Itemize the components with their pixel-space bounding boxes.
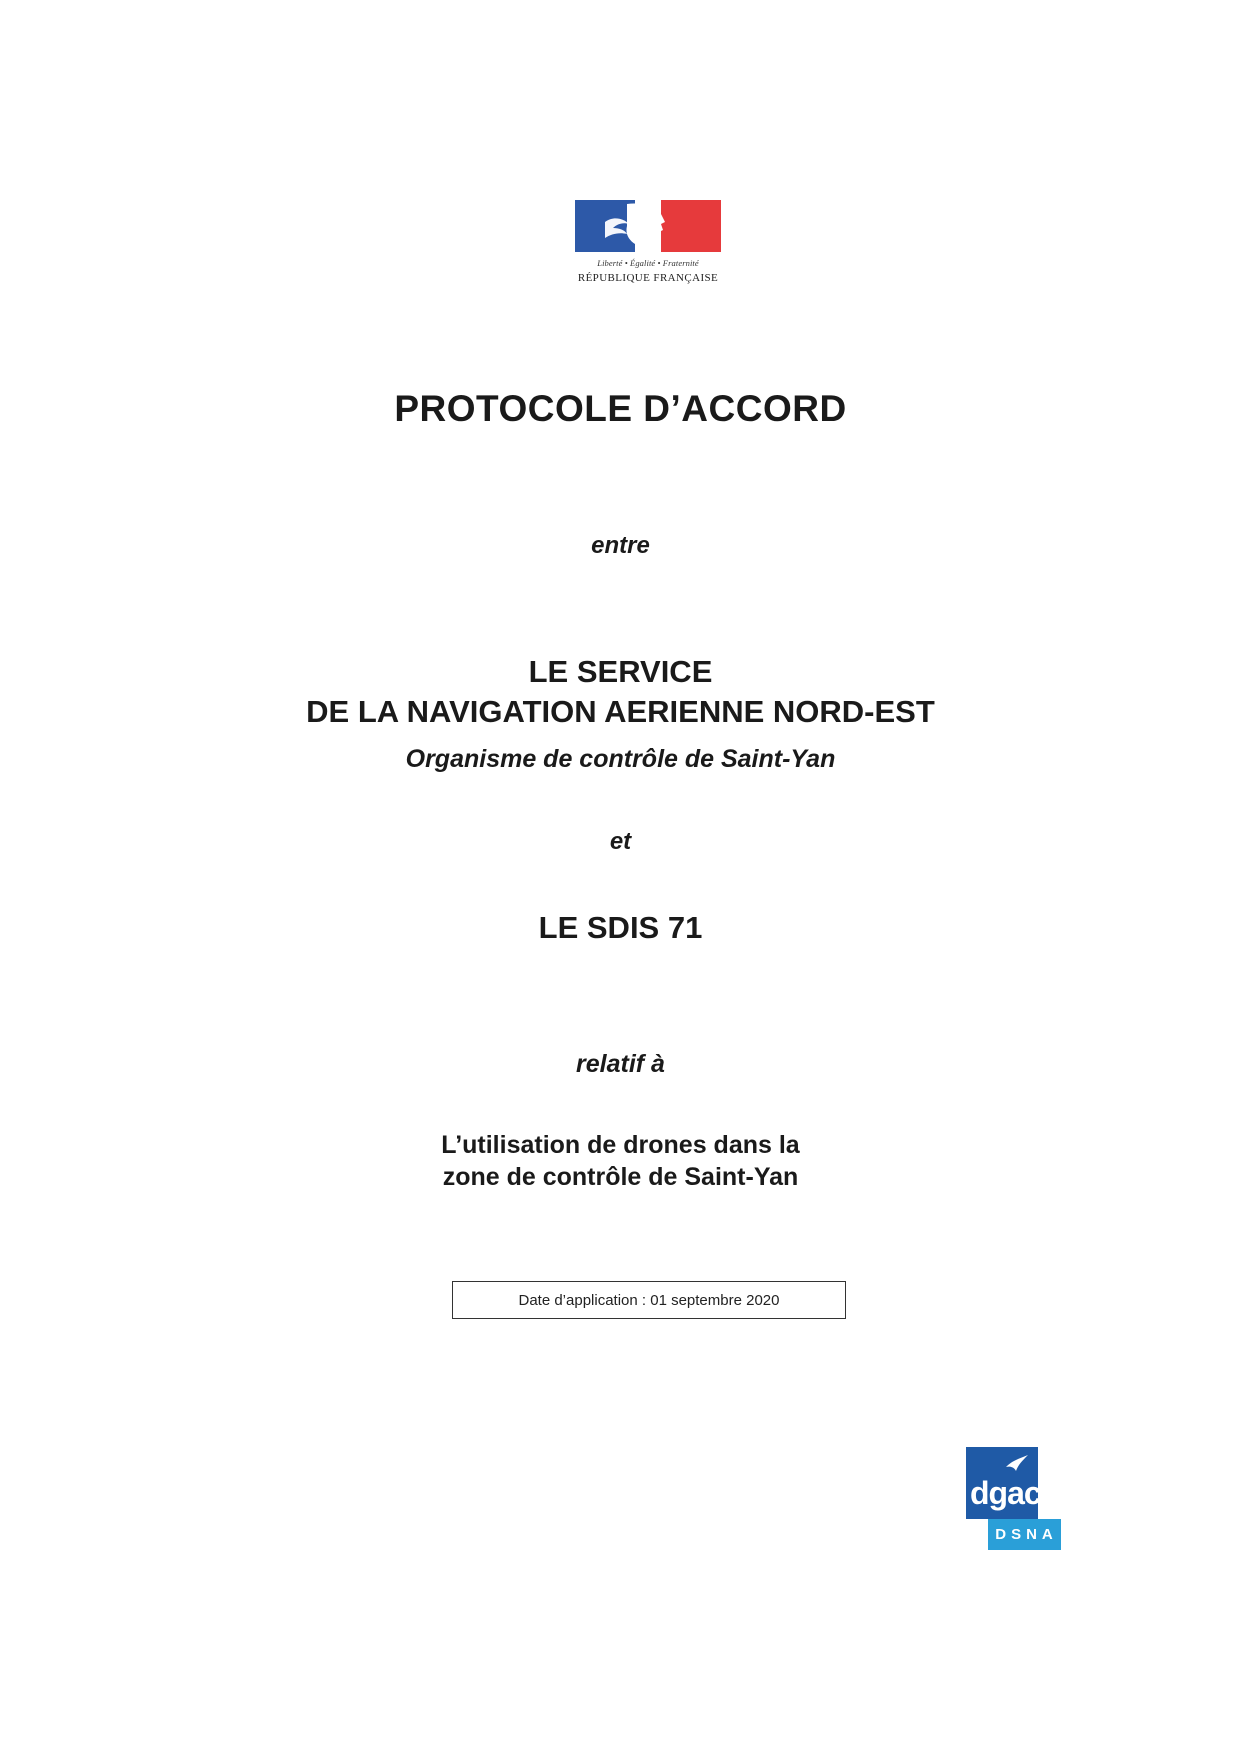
marianne-flag-icon xyxy=(575,200,721,252)
between-label: entre xyxy=(591,532,650,559)
dgac-logo xyxy=(966,1447,1061,1552)
party1-subtitle: Organisme de contrôle de Saint-Yan xyxy=(405,745,836,773)
and-label: et xyxy=(609,828,632,855)
party1-line2: DE LA NAVIGATION AERIENNE NORD-EST xyxy=(306,694,935,729)
subject-line2: zone de contrôle de Saint-Yan xyxy=(442,1163,799,1191)
subject-line1: L’utilisation de drones dans la xyxy=(441,1131,800,1159)
marianne-logo xyxy=(575,200,721,284)
dgac-logo-text: dgac xyxy=(970,1475,1041,1511)
republic-name: RÉPUBLIQUE FRANÇAISE xyxy=(577,272,719,284)
republic-motto: Liberté • Égalité • Fraternité xyxy=(597,258,699,268)
relatif-label: relatif à xyxy=(576,1050,665,1078)
party1-line1: LE SERVICE xyxy=(528,654,713,689)
application-date-box xyxy=(452,1281,846,1319)
dgac-logo-block xyxy=(966,1447,1041,1519)
bird-icon xyxy=(1004,1453,1030,1475)
party2-name: LE SDIS 71 xyxy=(538,910,703,945)
dsna-logo-text: DSNA xyxy=(988,1519,1061,1550)
application-date: Date d’application : 01 septembre 2020 xyxy=(518,1291,780,1309)
document-title: PROTOCOLE D’ACCORD xyxy=(394,388,847,429)
